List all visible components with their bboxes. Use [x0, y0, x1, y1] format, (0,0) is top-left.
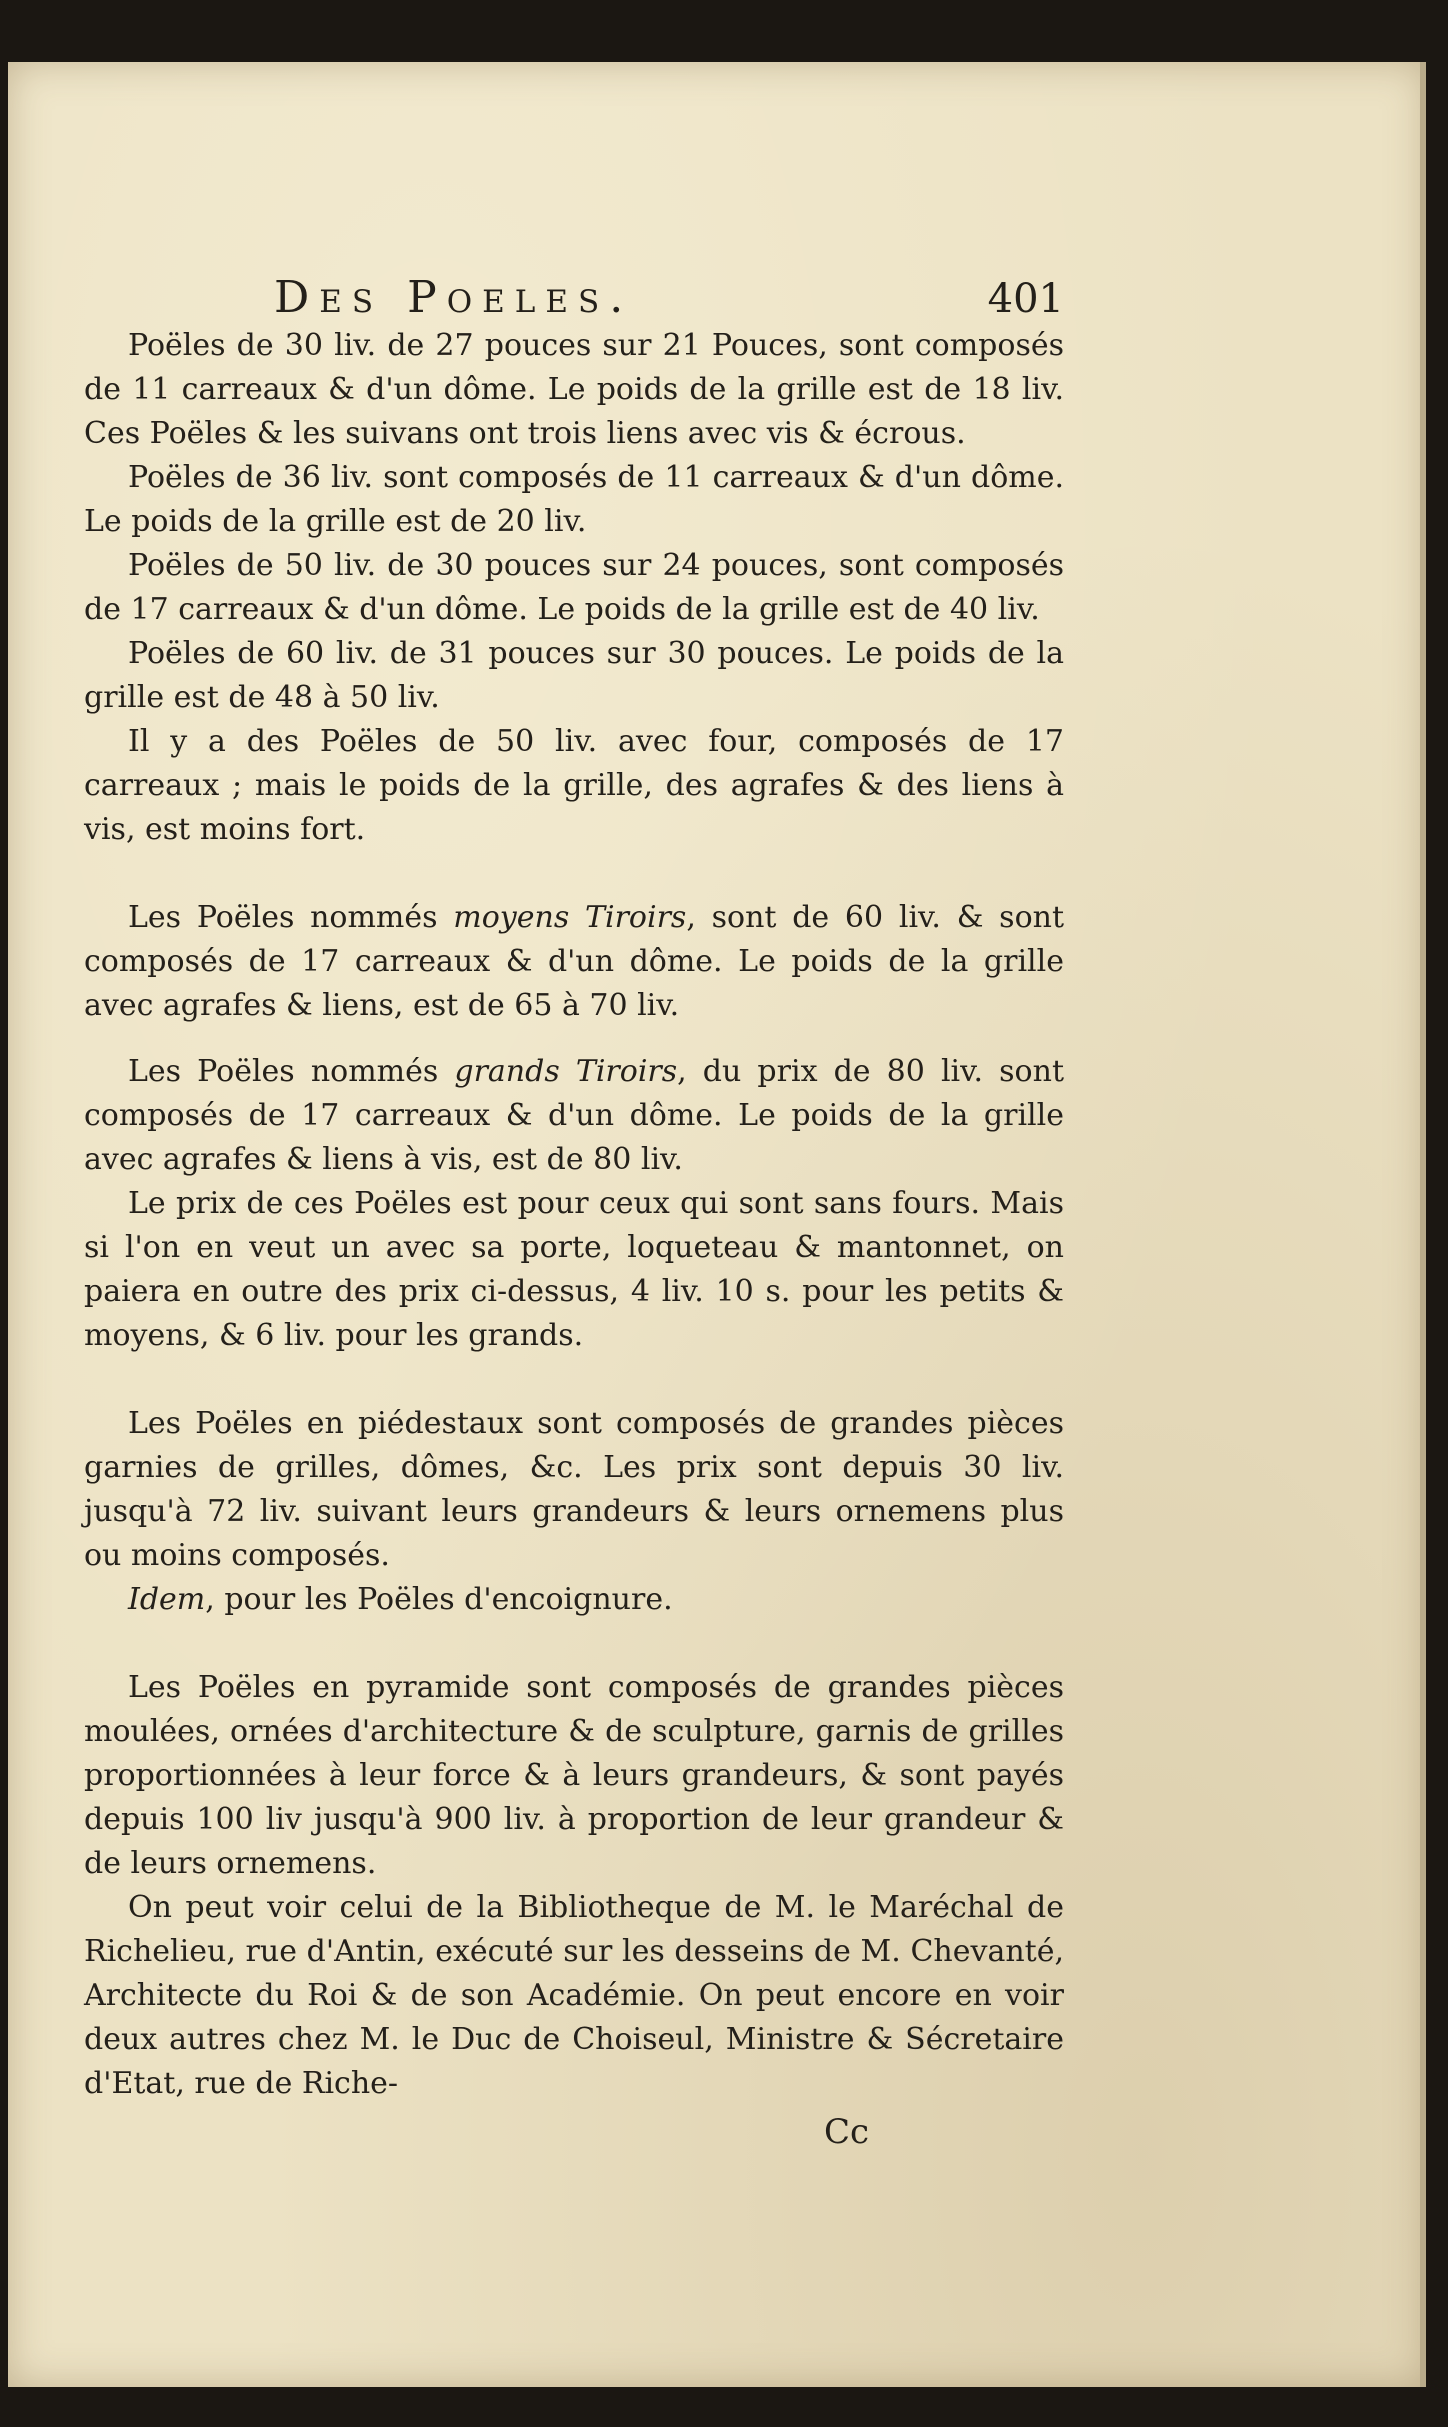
paragraph-idem — [84, 1578, 1064, 1622]
page-header — [84, 272, 1064, 324]
paragraph-moyens-tiroirs — [84, 896, 1064, 1028]
term-moyens-tiroirs: moyens Tiroirs — [453, 900, 687, 935]
paragraph-pyramide: Les Poëles en pyramide sont composés de grandes pièces moulées, ornées d'architecture & de sculpture, garnis de grilles proportionnées à leur force & à leurs grandeurs, & sont payés depuis 100 liv jusqu'à 900 liv. à proportion de leur grandeur & de leurs ornemens. — [84, 1670, 1064, 1881]
text-run: , sont de 60 liv. & sont composés de 17 carreaux & d'un dôme. Le poids de la grille avec agrafes & liens, est de 65 à 70 liv. — [84, 900, 1065, 1023]
text-block — [84, 272, 1064, 2162]
paragraph-poeles-30: Poëles de 30 liv. de 27 pouces sur 21 Pouces, sont composés de 11 carreaux & d'un dôme. Le poids de la grille est de 18 liv. Ces Poëles & les suivans ont trois liens avec vis & écrous. — [84, 328, 1064, 451]
paragraph-richelieu: On peut voir celui de la Bibliotheque de M. le Maréchal de Richelieu, rue d'Antin, exécuté sur les desseins de M. Chevanté, Architecte du Roi & de son Académie. On peut encore en voir deux autres chez M. le Duc de Choiseul, Ministre & Sécretaire d'Etat, rue de Riche- — [84, 1890, 1064, 2101]
text-run: Les Poëles nommés — [128, 900, 454, 935]
paragraph-poeles-four: Il y a des Poëles de 50 liv. avec four, composés de 17 carreaux ; mais le poids de la grille, des agrafes & des liens à vis, est moins fort. — [84, 724, 1064, 847]
text-run: , du prix de 80 liv. sont composés de 17 carreaux & d'un dôme. Le poids de la grille avec agrafes & liens à vis, est de 80 liv. — [84, 1054, 1064, 1177]
paragraph-piedestaux: Les Poëles en piédestaux sont composés de grandes pièces garnies de grilles, dômes, &c. Les prix sont depuis 30 liv. jusqu'à 72 liv. suivant leurs grandeurs & leurs ornemens plus ou moins composés. — [84, 1406, 1064, 1573]
term-idem: Idem — [128, 1582, 206, 1617]
section-gap — [84, 1028, 1064, 1050]
paragraph-poeles-36: Poëles de 36 liv. sont composés de 11 carreaux & d'un dôme. Le poids de la grille est de 20 liv. — [84, 460, 1064, 539]
section-gap — [84, 852, 1064, 896]
signature-mark: Cc — [824, 2112, 870, 2152]
paragraph-prix-fours: Le prix de ces Poëles est pour ceux qui sont sans fours. Mais si l'on en veut un avec sa porte, loqueteau & mantonnet, on paiera en outre des prix ci-dessus, 4 liv. 10 s. pour les petits & moyens, & 6 liv. pour les grands. — [84, 1186, 1064, 1353]
term-grands-tiroirs: grands Tiroirs — [454, 1054, 678, 1089]
text-run: , pour les Poëles d'encoignure. — [205, 1582, 673, 1617]
page-edge — [1420, 62, 1426, 2387]
section-gap — [84, 1622, 1064, 1666]
signature-line — [84, 2112, 1064, 2162]
paragraph-poeles-50: Poëles de 50 liv. de 30 pouces sur 24 pouces, sont composés de 17 carreaux & d'un dôme. Le poids de la grille est de 40 liv. — [84, 548, 1064, 627]
paragraph-poeles-60: Poëles de 60 liv. de 31 pouces sur 30 pouces. Le poids de la grille est de 48 à 50 liv. — [84, 636, 1064, 715]
book-page — [8, 62, 1426, 2387]
section-gap — [84, 1358, 1064, 1402]
text-run: Les Poëles nommés — [128, 1054, 455, 1089]
paragraph-grands-tiroirs — [84, 1050, 1064, 1182]
running-title: Des Poeles. — [274, 272, 634, 323]
page-number: 401 — [987, 276, 1064, 322]
